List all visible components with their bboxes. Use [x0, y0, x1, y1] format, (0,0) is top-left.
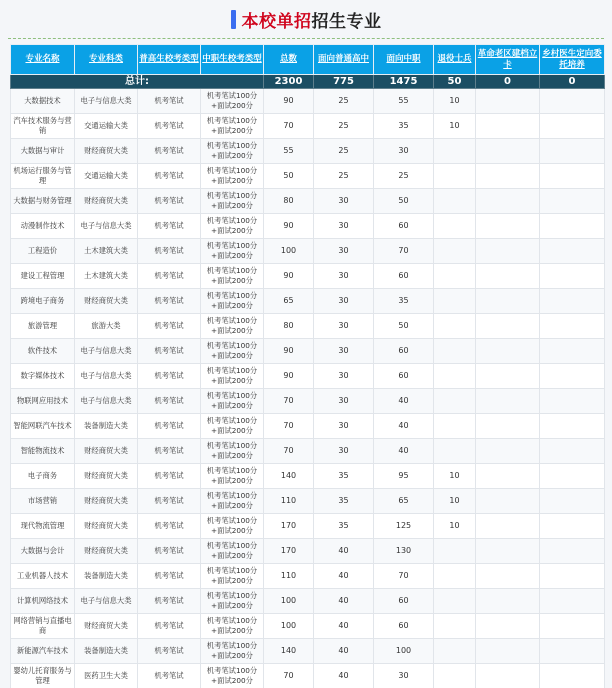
total-count: 2300	[264, 75, 314, 89]
table-row	[11, 214, 605, 239]
cell-name: 电子商务	[11, 464, 75, 489]
table-row	[11, 89, 605, 114]
cell-putong: 40	[314, 614, 374, 639]
cell-name: 跨境电子商务	[11, 289, 75, 314]
header-tuiyi[interactable]: 退役士兵	[434, 45, 476, 75]
cell-gaozhong-type: 机考笔试	[138, 364, 201, 389]
cell-category: 土木建筑大类	[75, 264, 138, 289]
cell-zhongzhi: 60	[374, 614, 434, 639]
cell-name: 智能网联汽车技术	[11, 414, 75, 439]
cell-xiangcun	[540, 564, 605, 589]
cell-xiangcun	[540, 464, 605, 489]
cell-gaozhong-type: 机考笔试	[138, 514, 201, 539]
table-row	[11, 189, 605, 214]
cell-tuiyi: 10	[434, 114, 476, 139]
table-row	[11, 364, 605, 389]
cell-geming	[476, 664, 540, 688]
cell-zhongzhi: 40	[374, 439, 434, 464]
table-row	[11, 114, 605, 139]
cell-tuiyi	[434, 239, 476, 264]
cell-xiangcun	[540, 139, 605, 164]
cell-zhongzhi: 30	[374, 139, 434, 164]
cell-geming	[476, 339, 540, 364]
cell-xiangcun	[540, 664, 605, 688]
cell-zhongzhi-type: 机考笔试100分+面试200分	[201, 339, 264, 364]
table-body	[11, 75, 605, 688]
cell-gaozhong-type: 机考笔试	[138, 614, 201, 639]
cell-zhongzhi-type: 机考笔试100分+面试200分	[201, 164, 264, 189]
cell-total: 70	[264, 439, 314, 464]
cell-name: 新能源汽车技术	[11, 639, 75, 664]
cell-gaozhong-type: 机考笔试	[138, 439, 201, 464]
cell-zhongzhi: 60	[374, 364, 434, 389]
total-label: 总计:	[11, 75, 264, 89]
cell-zhongzhi-type: 机考笔试100分+面试200分	[201, 264, 264, 289]
total-zhongzhi: 1475	[374, 75, 434, 89]
cell-zhongzhi-type: 机考笔试100分+面试200分	[201, 364, 264, 389]
table-row	[11, 339, 605, 364]
cell-tuiyi	[434, 539, 476, 564]
cell-zhongzhi: 60	[374, 339, 434, 364]
cell-total: 80	[264, 189, 314, 214]
header-putong[interactable]: 面向普通高中	[314, 45, 374, 75]
cell-total: 65	[264, 289, 314, 314]
page-header	[0, 0, 612, 38]
cell-xiangcun	[540, 239, 605, 264]
cell-category: 交通运输大类	[75, 114, 138, 139]
cell-gaozhong-type: 机考笔试	[138, 539, 201, 564]
cell-total: 90	[264, 89, 314, 114]
cell-gaozhong-type: 机考笔试	[138, 414, 201, 439]
table-row	[11, 564, 605, 589]
cell-name: 大数据与审计	[11, 139, 75, 164]
cell-category: 电子与信息大类	[75, 389, 138, 414]
cell-putong: 30	[314, 214, 374, 239]
cell-geming	[476, 139, 540, 164]
cell-geming	[476, 639, 540, 664]
cell-xiangcun	[540, 414, 605, 439]
cell-putong: 30	[314, 364, 374, 389]
cell-total: 140	[264, 464, 314, 489]
table-row	[11, 614, 605, 639]
cell-gaozhong-type: 机考笔试	[138, 214, 201, 239]
cell-putong: 35	[314, 464, 374, 489]
cell-xiangcun	[540, 339, 605, 364]
cell-gaozhong-type: 机考笔试	[138, 339, 201, 364]
cell-zhongzhi: 50	[374, 314, 434, 339]
majors-table	[10, 44, 605, 688]
cell-zhongzhi-type: 机考笔试100分+面试200分	[201, 564, 264, 589]
cell-geming	[476, 264, 540, 289]
cell-geming	[476, 214, 540, 239]
cell-gaozhong-type: 机考笔试	[138, 164, 201, 189]
cell-gaozhong-type: 机考笔试	[138, 114, 201, 139]
cell-putong: 25	[314, 89, 374, 114]
header-gaozhong-type[interactable]: 普高生校考类型	[138, 45, 201, 75]
cell-category: 交通运输大类	[75, 164, 138, 189]
cell-gaozhong-type: 机考笔试	[138, 289, 201, 314]
cell-category: 财经商贸大类	[75, 139, 138, 164]
cell-tuiyi	[434, 664, 476, 688]
cell-zhongzhi-type: 机考笔试100分+面试200分	[201, 239, 264, 264]
cell-category: 医药卫生大类	[75, 664, 138, 688]
table-row	[11, 289, 605, 314]
cell-name: 大数据与会计	[11, 539, 75, 564]
header-name[interactable]: 专业名称	[11, 45, 75, 75]
header-xiangcun[interactable]: 乡村医生定向委托培养	[540, 45, 605, 75]
cell-total: 50	[264, 164, 314, 189]
header-row	[11, 45, 605, 75]
cell-putong: 30	[314, 239, 374, 264]
cell-xiangcun	[540, 189, 605, 214]
cell-name: 机场运行服务与管理	[11, 164, 75, 189]
cell-zhongzhi: 40	[374, 414, 434, 439]
cell-total: 100	[264, 589, 314, 614]
cell-tuiyi	[434, 264, 476, 289]
cell-geming	[476, 489, 540, 514]
table-row	[11, 539, 605, 564]
cell-total: 70	[264, 389, 314, 414]
cell-xiangcun	[540, 539, 605, 564]
cell-tuiyi: 10	[434, 489, 476, 514]
cell-zhongzhi-type: 机考笔试100分+面试200分	[201, 214, 264, 239]
cell-xiangcun	[540, 439, 605, 464]
cell-geming	[476, 364, 540, 389]
cell-total: 90	[264, 364, 314, 389]
cell-name: 智能物流技术	[11, 439, 75, 464]
cell-name: 市场营销	[11, 489, 75, 514]
total-geming: 0	[476, 75, 540, 89]
cell-geming	[476, 439, 540, 464]
cell-geming	[476, 539, 540, 564]
cell-total: 170	[264, 514, 314, 539]
cell-gaozhong-type: 机考笔试	[138, 589, 201, 614]
cell-zhongzhi-type: 机考笔试100分+面试200分	[201, 314, 264, 339]
table-row	[11, 414, 605, 439]
cell-category: 财经商贸大类	[75, 464, 138, 489]
cell-zhongzhi: 50	[374, 189, 434, 214]
cell-name: 现代物流管理	[11, 514, 75, 539]
cell-tuiyi	[434, 614, 476, 639]
cell-geming	[476, 564, 540, 589]
cell-geming	[476, 289, 540, 314]
cell-putong: 30	[314, 264, 374, 289]
cell-gaozhong-type: 机考笔试	[138, 264, 201, 289]
cell-putong: 40	[314, 539, 374, 564]
cell-zhongzhi-type: 机考笔试100分+面试200分	[201, 539, 264, 564]
cell-gaozhong-type: 机考笔试	[138, 139, 201, 164]
cell-geming	[476, 89, 540, 114]
table-row	[11, 239, 605, 264]
page-title	[242, 7, 382, 32]
cell-category: 财经商贸大类	[75, 614, 138, 639]
cell-name: 工程造价	[11, 239, 75, 264]
table-row	[11, 139, 605, 164]
cell-zhongzhi-type: 机考笔试100分+面试200分	[201, 289, 264, 314]
cell-geming	[476, 614, 540, 639]
cell-putong: 30	[314, 439, 374, 464]
cell-xiangcun	[540, 364, 605, 389]
cell-tuiyi	[434, 439, 476, 464]
cell-category: 财经商贸大类	[75, 189, 138, 214]
cell-name: 旅游管理	[11, 314, 75, 339]
cell-total: 100	[264, 614, 314, 639]
cell-category: 旅游大类	[75, 314, 138, 339]
cell-name: 工业机器人技术	[11, 564, 75, 589]
cell-gaozhong-type: 机考笔试	[138, 564, 201, 589]
cell-category: 土木建筑大类	[75, 239, 138, 264]
cell-geming	[476, 114, 540, 139]
title-accent-bar	[231, 10, 236, 29]
cell-name: 计算机网络技术	[11, 589, 75, 614]
cell-putong: 30	[314, 339, 374, 364]
cell-tuiyi	[434, 639, 476, 664]
cell-category: 电子与信息大类	[75, 364, 138, 389]
cell-name: 网络营销与直播电商	[11, 614, 75, 639]
cell-geming	[476, 414, 540, 439]
cell-gaozhong-type: 机考笔试	[138, 464, 201, 489]
cell-gaozhong-type: 机考笔试	[138, 189, 201, 214]
cell-tuiyi: 10	[434, 89, 476, 114]
table-row	[11, 264, 605, 289]
cell-tuiyi	[434, 589, 476, 614]
cell-geming	[476, 239, 540, 264]
table-row	[11, 464, 605, 489]
cell-putong: 25	[314, 139, 374, 164]
cell-zhongzhi-type: 机考笔试100分+面试200分	[201, 639, 264, 664]
total-tuiyi: 50	[434, 75, 476, 89]
cell-tuiyi	[434, 289, 476, 314]
cell-zhongzhi: 95	[374, 464, 434, 489]
table-row	[11, 314, 605, 339]
cell-tuiyi	[434, 214, 476, 239]
cell-putong: 25	[314, 164, 374, 189]
cell-tuiyi	[434, 164, 476, 189]
header-category[interactable]: 专业科类	[75, 45, 138, 75]
cell-zhongzhi: 100	[374, 639, 434, 664]
cell-tuiyi	[434, 564, 476, 589]
table-row	[11, 639, 605, 664]
cell-total: 90	[264, 214, 314, 239]
cell-category: 财经商贸大类	[75, 539, 138, 564]
cell-tuiyi	[434, 139, 476, 164]
cell-category: 财经商贸大类	[75, 439, 138, 464]
cell-tuiyi	[434, 339, 476, 364]
cell-tuiyi	[434, 414, 476, 439]
cell-zhongzhi-type: 机考笔试100分+面试200分	[201, 464, 264, 489]
cell-putong: 25	[314, 114, 374, 139]
cell-name: 动漫制作技术	[11, 214, 75, 239]
cell-zhongzhi-type: 机考笔试100分+面试200分	[201, 664, 264, 688]
cell-total: 80	[264, 314, 314, 339]
cell-category: 财经商贸大类	[75, 289, 138, 314]
cell-total: 70	[264, 114, 314, 139]
cell-putong: 30	[314, 189, 374, 214]
cell-zhongzhi: 55	[374, 89, 434, 114]
cell-zhongzhi: 25	[374, 164, 434, 189]
cell-total: 170	[264, 539, 314, 564]
cell-name: 物联网应用技术	[11, 389, 75, 414]
cell-category: 装备制造大类	[75, 564, 138, 589]
cell-total: 70	[264, 414, 314, 439]
cell-name: 婴幼儿托育服务与管理	[11, 664, 75, 688]
cell-xiangcun	[540, 514, 605, 539]
cell-total: 140	[264, 639, 314, 664]
cell-putong: 30	[314, 389, 374, 414]
cell-gaozhong-type: 机考笔试	[138, 239, 201, 264]
cell-zhongzhi-type: 机考笔试100分+面试200分	[201, 389, 264, 414]
cell-zhongzhi: 60	[374, 264, 434, 289]
header-total[interactable]: 总数	[264, 45, 314, 75]
cell-gaozhong-type: 机考笔试	[138, 314, 201, 339]
cell-zhongzhi-type: 机考笔试100分+面试200分	[201, 439, 264, 464]
cell-geming	[476, 464, 540, 489]
cell-putong: 30	[314, 289, 374, 314]
cell-name: 汽车技术服务与营销	[11, 114, 75, 139]
cell-xiangcun	[540, 89, 605, 114]
cell-name: 大数据技术	[11, 89, 75, 114]
header-zhongzhi-type[interactable]: 中职生校考类型	[201, 45, 264, 75]
cell-name: 软件技术	[11, 339, 75, 364]
cell-putong: 40	[314, 664, 374, 688]
cell-zhongzhi: 70	[374, 564, 434, 589]
table-row	[11, 514, 605, 539]
title-suffix: 招生专业	[311, 11, 382, 32]
cell-xiangcun	[540, 589, 605, 614]
cell-zhongzhi: 40	[374, 389, 434, 414]
cell-xiangcun	[540, 639, 605, 664]
cell-xiangcun	[540, 389, 605, 414]
cell-geming	[476, 314, 540, 339]
cell-xiangcun	[540, 114, 605, 139]
cell-category: 电子与信息大类	[75, 214, 138, 239]
cell-gaozhong-type: 机考笔试	[138, 389, 201, 414]
cell-putong: 40	[314, 639, 374, 664]
cell-zhongzhi: 35	[374, 114, 434, 139]
cell-geming	[476, 164, 540, 189]
cell-zhongzhi-type: 机考笔试100分+面试200分	[201, 114, 264, 139]
cell-putong: 35	[314, 514, 374, 539]
table-row	[11, 489, 605, 514]
cell-zhongzhi: 65	[374, 489, 434, 514]
table-row	[11, 439, 605, 464]
cell-name: 建设工程管理	[11, 264, 75, 289]
cell-zhongzhi-type: 机考笔试100分+面试200分	[201, 414, 264, 439]
cell-zhongzhi-type: 机考笔试100分+面试200分	[201, 614, 264, 639]
cell-geming	[476, 189, 540, 214]
cell-putong: 40	[314, 564, 374, 589]
cell-tuiyi	[434, 189, 476, 214]
total-putong: 775	[314, 75, 374, 89]
cell-name: 数字媒体技术	[11, 364, 75, 389]
cell-xiangcun	[540, 214, 605, 239]
cell-total: 100	[264, 239, 314, 264]
cell-zhongzhi-type: 机考笔试100分+面试200分	[201, 89, 264, 114]
cell-total: 110	[264, 489, 314, 514]
cell-xiangcun	[540, 164, 605, 189]
cell-total: 70	[264, 664, 314, 688]
cell-putong: 40	[314, 589, 374, 614]
cell-gaozhong-type: 机考笔试	[138, 639, 201, 664]
cell-zhongzhi: 30	[374, 664, 434, 688]
cell-gaozhong-type: 机考笔试	[138, 489, 201, 514]
cell-tuiyi	[434, 389, 476, 414]
cell-category: 电子与信息大类	[75, 339, 138, 364]
cell-zhongzhi-type: 机考笔试100分+面试200分	[201, 139, 264, 164]
cell-xiangcun	[540, 489, 605, 514]
total-row	[11, 75, 605, 89]
cell-category: 财经商贸大类	[75, 514, 138, 539]
cell-total: 90	[264, 264, 314, 289]
cell-tuiyi: 10	[434, 514, 476, 539]
cell-tuiyi	[434, 364, 476, 389]
cell-putong: 35	[314, 489, 374, 514]
cell-category: 电子与信息大类	[75, 89, 138, 114]
cell-category: 装备制造大类	[75, 639, 138, 664]
title-divider	[8, 38, 604, 39]
cell-geming	[476, 589, 540, 614]
cell-xiangcun	[540, 614, 605, 639]
cell-xiangcun	[540, 289, 605, 314]
cell-zhongzhi: 125	[374, 514, 434, 539]
table-row	[11, 589, 605, 614]
cell-putong: 30	[314, 414, 374, 439]
table-row	[11, 164, 605, 189]
cell-zhongzhi-type: 机考笔试100分+面试200分	[201, 589, 264, 614]
cell-geming	[476, 389, 540, 414]
cell-total: 110	[264, 564, 314, 589]
cell-xiangcun	[540, 314, 605, 339]
total-xiangcun: 0	[540, 75, 605, 89]
cell-zhongzhi-type: 机考笔试100分+面试200分	[201, 514, 264, 539]
cell-zhongzhi-type: 机考笔试100分+面试200分	[201, 489, 264, 514]
cell-zhongzhi-type: 机考笔试100分+面试200分	[201, 189, 264, 214]
cell-zhongzhi: 70	[374, 239, 434, 264]
cell-zhongzhi: 60	[374, 214, 434, 239]
header-geming[interactable]: 革命老区建档立卡	[476, 45, 540, 75]
cell-tuiyi	[434, 314, 476, 339]
cell-name: 大数据与财务管理	[11, 189, 75, 214]
cell-zhongzhi: 60	[374, 589, 434, 614]
cell-xiangcun	[540, 264, 605, 289]
cell-category: 财经商贸大类	[75, 489, 138, 514]
cell-putong: 30	[314, 314, 374, 339]
cell-tuiyi: 10	[434, 464, 476, 489]
title-highlight: 本校单招	[241, 11, 312, 32]
cell-gaozhong-type: 机考笔试	[138, 664, 201, 688]
table-row	[11, 389, 605, 414]
cell-zhongzhi: 130	[374, 539, 434, 564]
table-row	[11, 664, 605, 688]
cell-zhongzhi: 35	[374, 289, 434, 314]
cell-category: 电子与信息大类	[75, 589, 138, 614]
cell-total: 55	[264, 139, 314, 164]
cell-geming	[476, 514, 540, 539]
cell-gaozhong-type: 机考笔试	[138, 89, 201, 114]
header-zhongzhi[interactable]: 面向中职	[374, 45, 434, 75]
cell-total: 90	[264, 339, 314, 364]
cell-category: 装备制造大类	[75, 414, 138, 439]
